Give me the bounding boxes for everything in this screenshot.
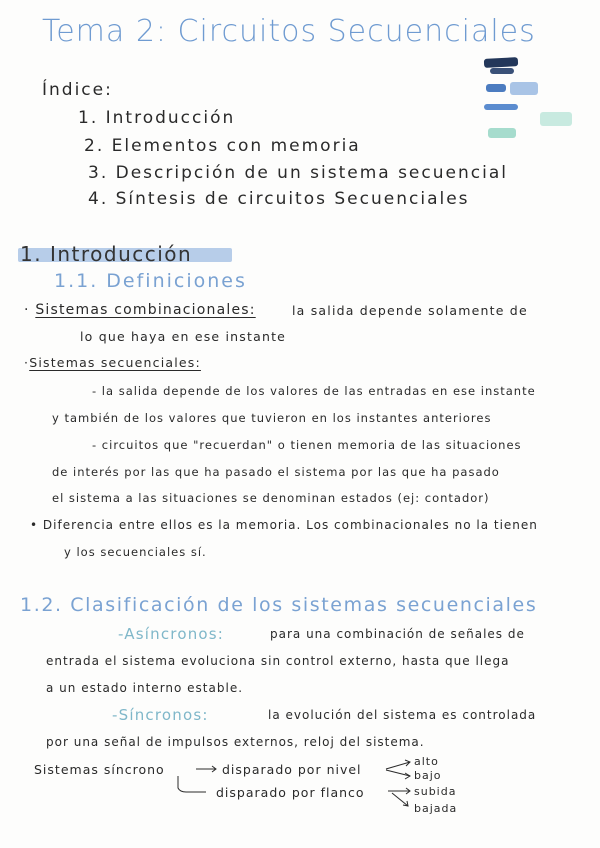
difference-text: y los secuenciales sí.: [64, 545, 207, 559]
index-item: 3. Descripción de un sistema secuencial: [88, 163, 508, 183]
index-item: 1. Introducción: [78, 108, 236, 128]
diagram-node: disparado por nivel: [222, 762, 362, 777]
definition-text: entrada el sistema evoluciona sin control externo, hasta que llega: [46, 654, 510, 668]
diagram-node: disparado por flanco: [216, 785, 365, 800]
definition-text: y también de los valores que tuvieron en los instantes anteriores: [52, 411, 492, 425]
page-title: Tema 2: Circuitos Secuenciales: [42, 14, 536, 49]
arrow-root-edge: [178, 776, 206, 792]
definition-term: ·Sistemas secuenciales:: [24, 355, 201, 370]
definition-text: - la salida depende de los valores de las entradas en ese instante: [92, 384, 536, 398]
definition-term: · Sistemas combinacionales:: [24, 302, 256, 318]
subsection-heading: 1.2. Clasificación de los sistemas secuenciales: [20, 594, 538, 616]
subsection-heading: 1.1. Definiciones: [54, 270, 247, 292]
definition-text: el sistema a las situaciones se denominan estados (ej: contador): [52, 491, 490, 505]
term-sync: -Síncronos:: [112, 706, 209, 724]
diagram-leaf: bajo: [414, 769, 442, 782]
arrow-head: [405, 773, 410, 779]
index-item: 2. Elementos con memoria: [84, 136, 361, 156]
definition-text: por una señal de impulsos externos, reloj del sistema.: [46, 735, 425, 749]
definition-text: - circuitos que "recuerdan" o tienen memoria de las situaciones: [92, 438, 522, 452]
index-item: 4. Síntesis de circuitos Secuenciales: [88, 189, 470, 209]
diagram-root: Sistemas síncrono: [34, 762, 165, 777]
diagram-leaf: subida: [414, 785, 457, 798]
index-heading: Índice:: [42, 80, 113, 100]
definition-text: para una combinación de señales de: [270, 627, 525, 641]
definition-text: la salida depende solamente de: [292, 303, 528, 318]
arrow-level-low: [386, 770, 410, 776]
term-combinational: Sistemas combinacionales:: [35, 302, 256, 318]
definition-text: a un estado interno estable.: [46, 681, 244, 695]
diagram-leaf: bajada: [414, 802, 458, 815]
section-heading: 1. Introducción: [20, 242, 193, 266]
definition-text: lo que haya en ese instante: [80, 329, 287, 344]
diagram-leaf: alto: [414, 755, 439, 768]
arrow-edge-fall: [392, 793, 408, 806]
difference-text: • Diferencia entre ellos es la memoria. Los combinacionales no la tienen: [30, 518, 538, 532]
definition-text: la evolución del sistema es controlada: [268, 708, 537, 722]
term-async: -Asíncronos:: [118, 625, 225, 643]
definition-text: de interés por las que ha pasado el sistema por las que ha pasado: [52, 465, 500, 479]
term-sequential: Sistemas secuenciales:: [29, 355, 201, 370]
